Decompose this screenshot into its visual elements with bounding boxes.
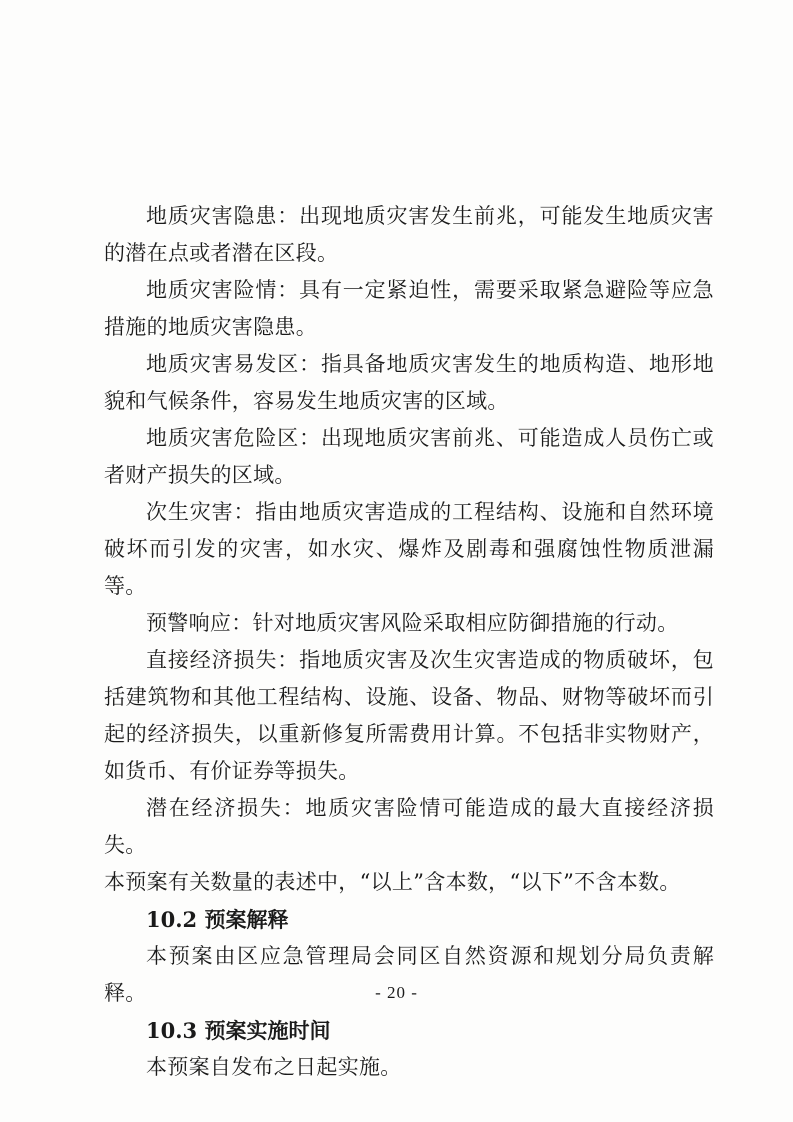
definition-direct-loss: 直接经济损失：指地质灾害及次生灾害造成的物质破坏，包括建筑物和其他工程结构、设施、设备、物品、财物等破坏而引起的经济损失，以重新修复所需费用计算。不包括非实物财产，如货币、有价证券等损失。 [104,648,714,783]
definition-warning-response: 预警响应：针对地质灾害风险采取相应防御措施的行动。 [146,611,679,635]
page-body [104,198,714,1086]
definition-hazard-danger: 地质灾害险情：具有一定紧迫性，需要采取紧急避险等应急措施的地质灾害隐患。 [104,278,714,339]
quantity-note: 本预案有关数量的表述中，“以上”含本数，“以下”不含本数。 [104,870,681,894]
section-body-10-2: 本预案由区应急管理局会同区自然资源和规划分局负责解释。 [104,944,714,1005]
section-heading-10-2: 10.2 预案解释 [146,907,289,932]
page-number: - 20 - [375,983,418,1002]
definition-secondary-disaster: 次生灾害：指由地质灾害造成的工程结构、设施和自然环境破坏而引发的灾害，如水灾、爆炸及剧毒和强腐蚀性物质泄漏等。 [104,500,714,598]
section-body-10-3: 本预案自发布之日起实施。 [146,1055,402,1079]
definition-hazard-potential: 地质灾害隐患：出现地质灾害发生前兆，可能发生地质灾害的潜在点或者潜在区段。 [104,204,714,265]
section-heading-10-3: 10.3 预案实施时间 [146,1018,331,1043]
definition-danger-area: 地质灾害危险区：出现地质灾害前兆、可能造成人员伤亡或者财产损失的区域。 [104,426,714,487]
definition-prone-area: 地质灾害易发区：指具备地质灾害发生的地质构造、地形地貌和气候条件，容易发生地质灾害的区域。 [104,352,714,413]
definition-potential-loss: 潜在经济损失：地质灾害险情可能造成的最大直接经济损失。 [104,796,714,857]
